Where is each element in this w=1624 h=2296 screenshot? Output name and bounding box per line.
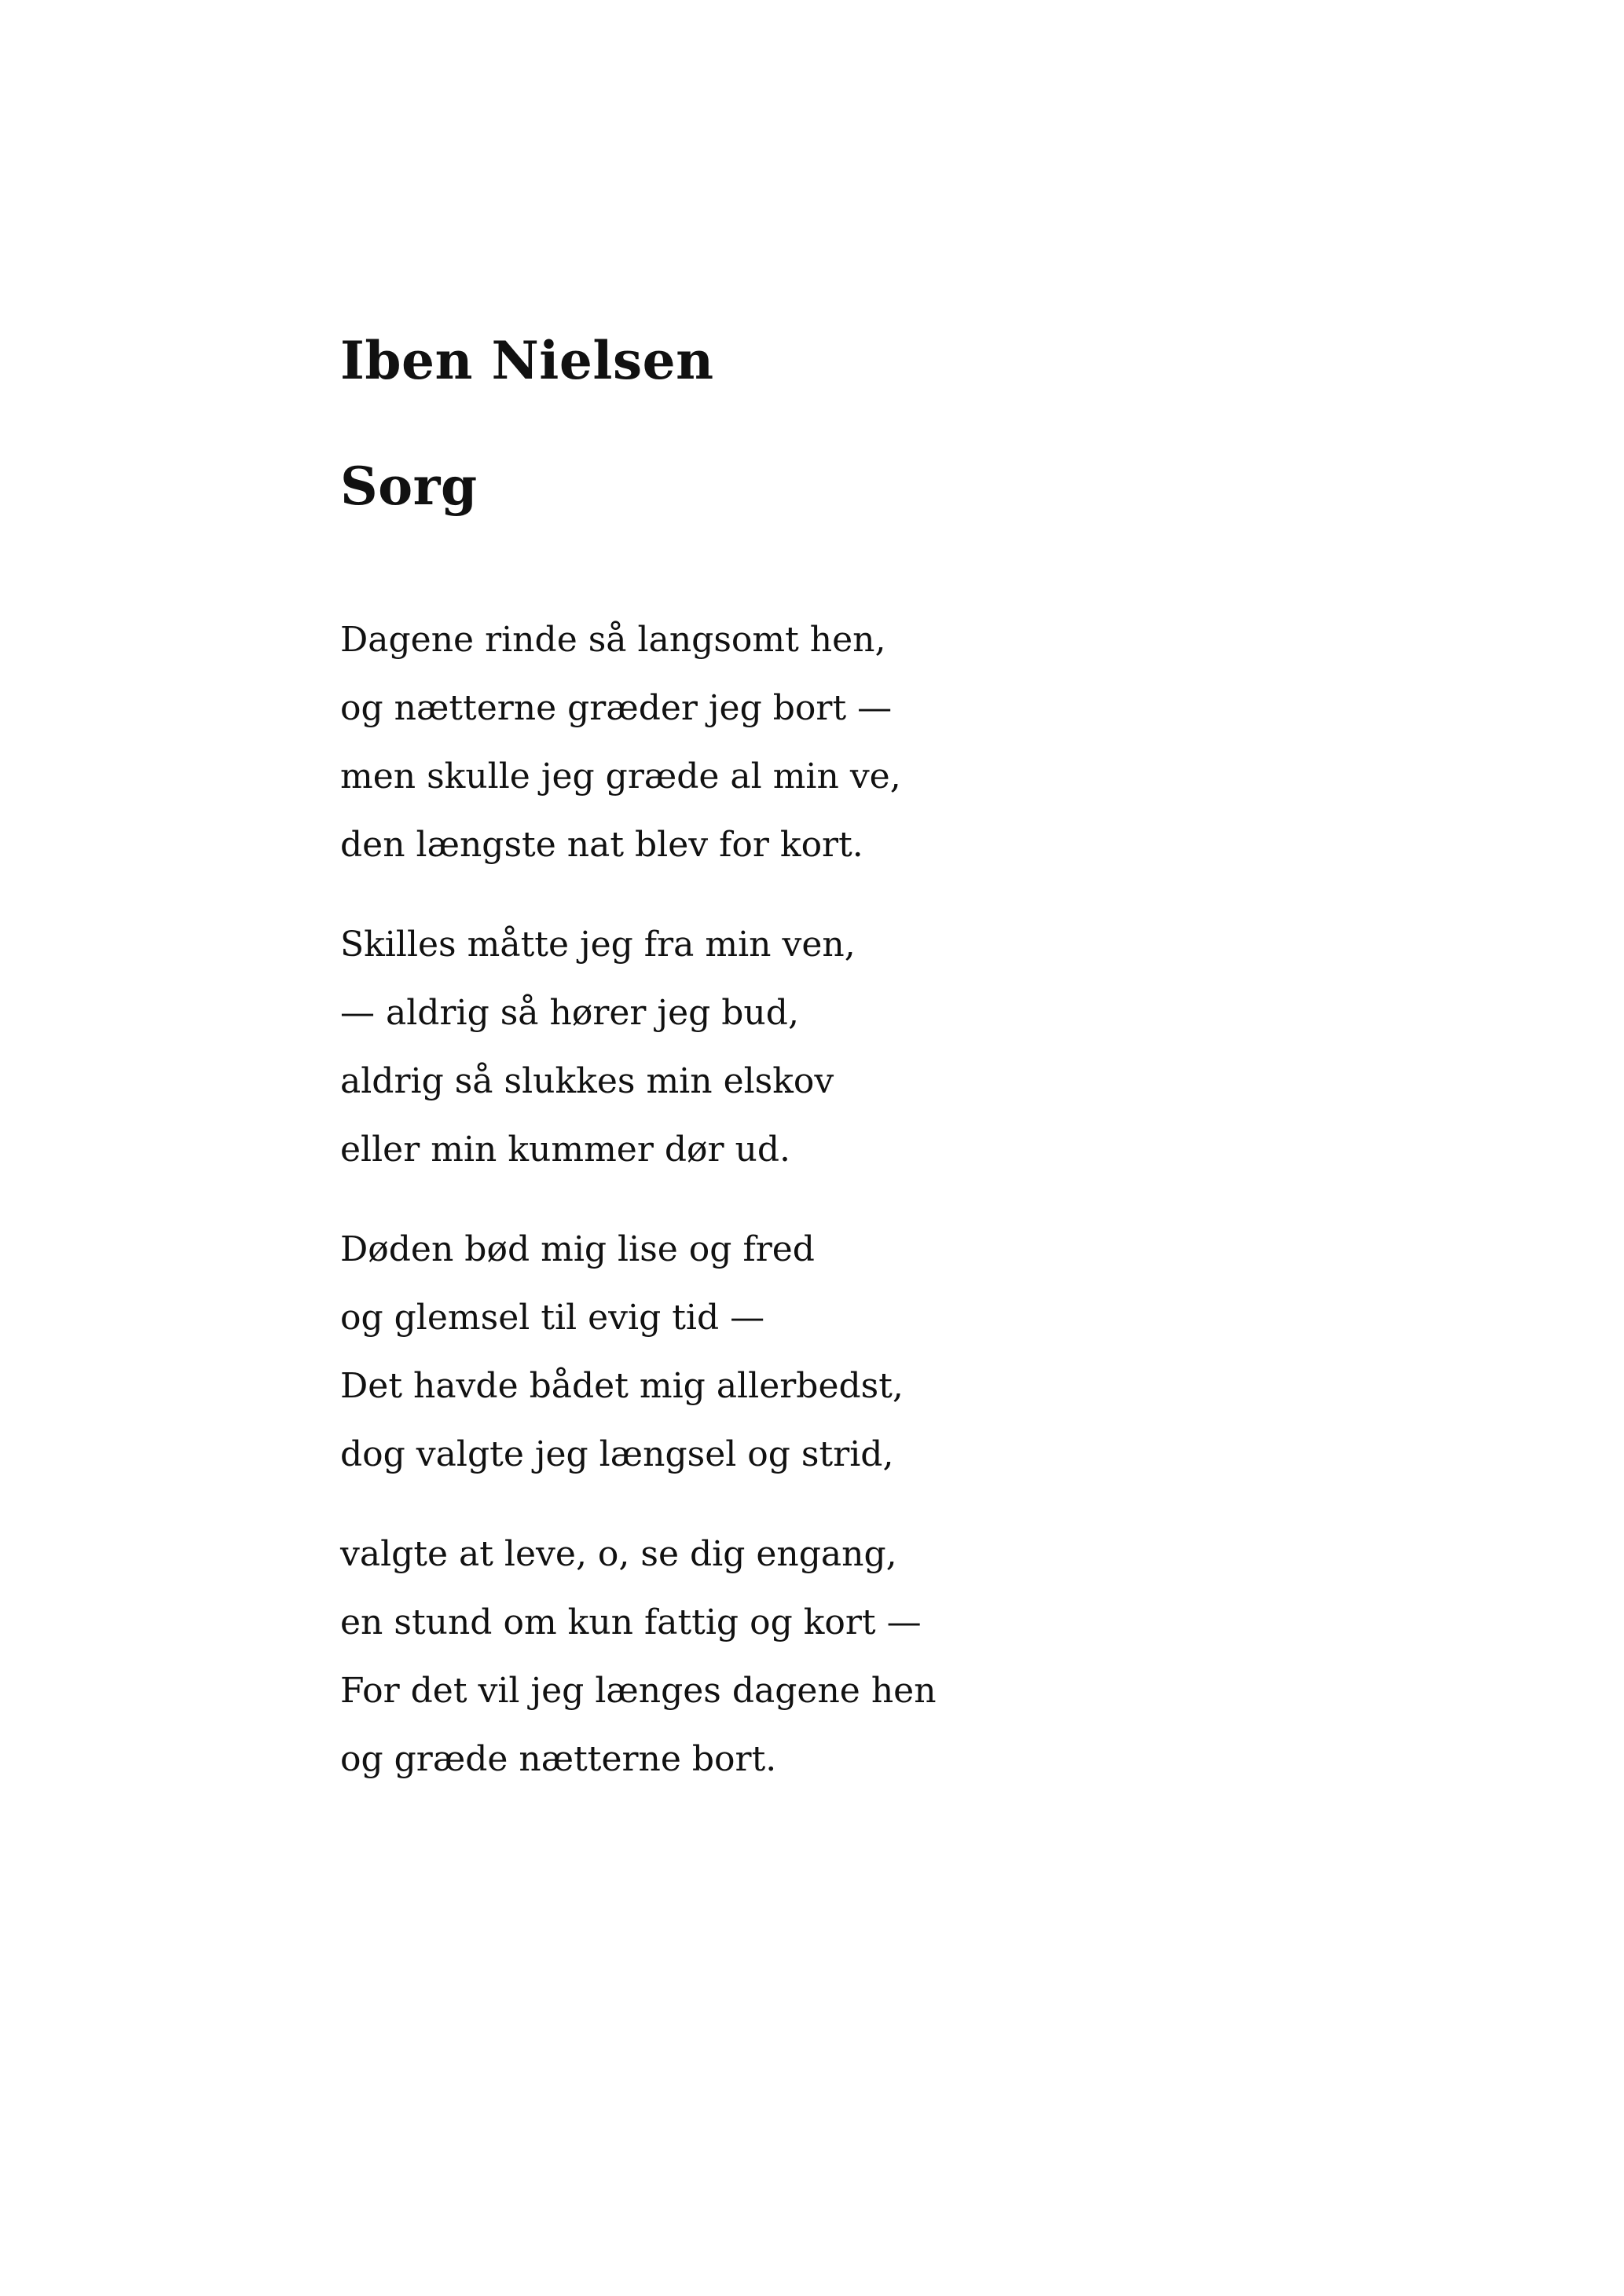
poem-title: Sorg [340,456,478,517]
stanza-4 [340,1520,1362,1793]
poem-line: Dagene rinde så langsomt hen, [340,620,886,660]
poem-content [340,325,1362,1825]
poem-line: For det vil jeg længes dagene hen [340,1671,937,1711]
poem-line: — aldrig så hører jeg bud, [340,993,799,1033]
poem-line: og nætterne græder jeg bort — [340,688,893,728]
poem-body [340,606,1362,1793]
stanza-1 [340,606,1362,879]
poem-line: valgte at leve, o, se dig engang, [340,1534,897,1574]
poem-line: den længste nat blev for kort. [340,825,863,865]
poem-line: eller min kummer dør ud. [340,1130,791,1170]
poem-line: Det havde bådet mig allerbedst, [340,1366,904,1406]
poem-line: og græde nætterne bort. [340,1739,777,1779]
poem-line: Døden bød mig lise og fred [340,1229,815,1269]
poem-line: og glemsel til evig tid — [340,1298,765,1338]
stanza-2 [340,910,1362,1184]
poem-line: Skilles måtte jeg fra min ven, [340,925,856,965]
poem-line: men skulle jeg græde al min ve, [340,756,901,796]
poem-line: dog valgte jeg længsel og strid, [340,1434,894,1474]
poem-line: en stund om kun fattig og kort — [340,1602,922,1642]
author-name: Iben Nielsen [340,330,714,391]
poem-line: aldrig så slukkes min elskov [340,1061,834,1101]
stanza-3 [340,1215,1362,1489]
